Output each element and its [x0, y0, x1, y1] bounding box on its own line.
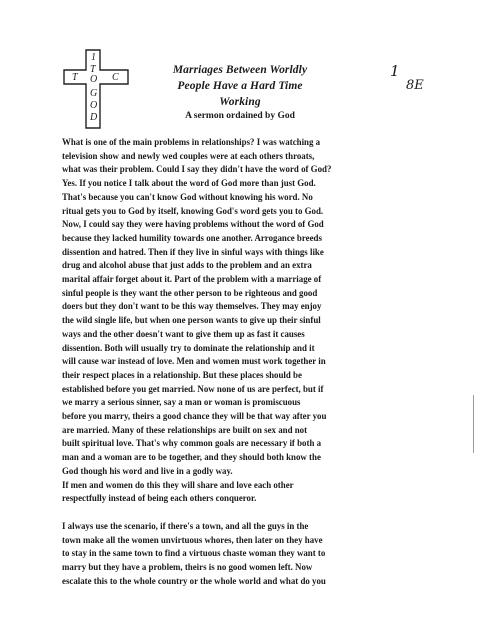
text-line: we marry a serious sinner, say a man or woman is promiscuous: [62, 397, 301, 408]
logo-letter-4: O: [90, 100, 98, 111]
cross-logo: [60, 48, 132, 130]
text-line: what was their problem. Could I say they didn't have the word of God?: [62, 164, 332, 175]
text-line: their respect places in a relationship. But these places should be: [62, 369, 302, 380]
text-line: Now, I could say they were having problems without the word of God: [62, 219, 324, 230]
text-line: are married. Many of these relationships are built on sex and not: [62, 424, 308, 435]
title-line-1: Marriages Between Worldly: [172, 64, 308, 76]
margin-mark: [473, 395, 474, 453]
text-line: because they lacked humility towards one another. Arrogance breeds: [62, 232, 322, 243]
text-line: will cause war instead of love. Men and women must work together in: [62, 356, 326, 367]
logo-letter-2: O: [90, 74, 98, 85]
page-subtitle: A sermon ordained by God: [185, 111, 295, 121]
page-code: 8E: [406, 78, 424, 93]
text-line: man and a woman are to be together, and they should both know the: [62, 452, 321, 463]
text-line: marital affair forget about it. Part of the problem with a marriage of: [62, 274, 322, 285]
page-title: [140, 62, 340, 110]
logo-letter-right: C: [112, 72, 119, 83]
text-line: sinful people is they want the other person to be righteous and good: [62, 287, 318, 298]
text-line: dissention. Both will usually try to dominate the relationship and it: [62, 342, 315, 353]
text-line: That's because you can't know God without knowing his word. No: [62, 191, 313, 202]
text-line: I always use the scenario, if there's a town, and all the guys in the: [62, 520, 309, 531]
text-line: town make all the women unvirtuous whores, then later on they have: [62, 534, 323, 545]
text-line: the wild single life, but when one person wants to give up their sinful: [62, 315, 321, 326]
text-line: built spiritual love. That's why common goals are necessary if both a: [62, 438, 322, 449]
logo-letter-left: T: [72, 72, 78, 83]
text-line: established before you get married. Now none of us are perfect, but if: [62, 383, 324, 394]
logo-letter-3: G: [90, 88, 98, 99]
text-line: If men and women do this they will share and love each other: [62, 479, 294, 490]
page-number: 1: [390, 62, 400, 80]
text-line: What is one of the main problems in relationships? I was watching a: [62, 137, 321, 147]
text-line: marry but they have a problem, theirs is no good women left. Now: [62, 562, 313, 573]
title-line-2: People Have a Hard Time: [177, 80, 303, 92]
paragraph-1: [62, 136, 442, 506]
text-line: ways and the other doesn't want to give them up as fast it causes: [62, 328, 305, 339]
text-line: escalate this to the whole country or the whole world and what do you: [62, 575, 326, 586]
text-line: drug and alcohol abuse that just adds to the problem and an extra: [62, 260, 312, 271]
text-line: before you marry, theirs a good chance they will be that way after you: [62, 411, 327, 422]
text-line: doers but they don't want to be this way themselves. They may enjoy: [62, 301, 322, 312]
text-line: television show and newly wed couples were at each others throats,: [62, 150, 315, 161]
logo-letter-1: T: [90, 64, 96, 75]
text-line: dissention and hatred. Then if they live in sinful ways with things like: [62, 246, 324, 257]
text-line: to stay in the same town to find a virtuous chaste woman they want to: [62, 548, 326, 559]
sermon-body: [62, 136, 442, 589]
text-line: Yes. If you notice I talk about the word of God more than just God.: [62, 178, 316, 189]
text-line: respectfully instead of being each others conqueror.: [62, 493, 257, 504]
paragraph-2: [62, 520, 442, 589]
text-line: God though his word and live in a godly way.: [62, 465, 233, 476]
text-line: ritual gets you to God by itself, knowing God's word gets you to God.: [62, 205, 324, 216]
logo-letter-top: 1: [91, 52, 96, 63]
title-line-3: Working: [219, 96, 261, 108]
logo-letter-5: D: [90, 112, 98, 123]
